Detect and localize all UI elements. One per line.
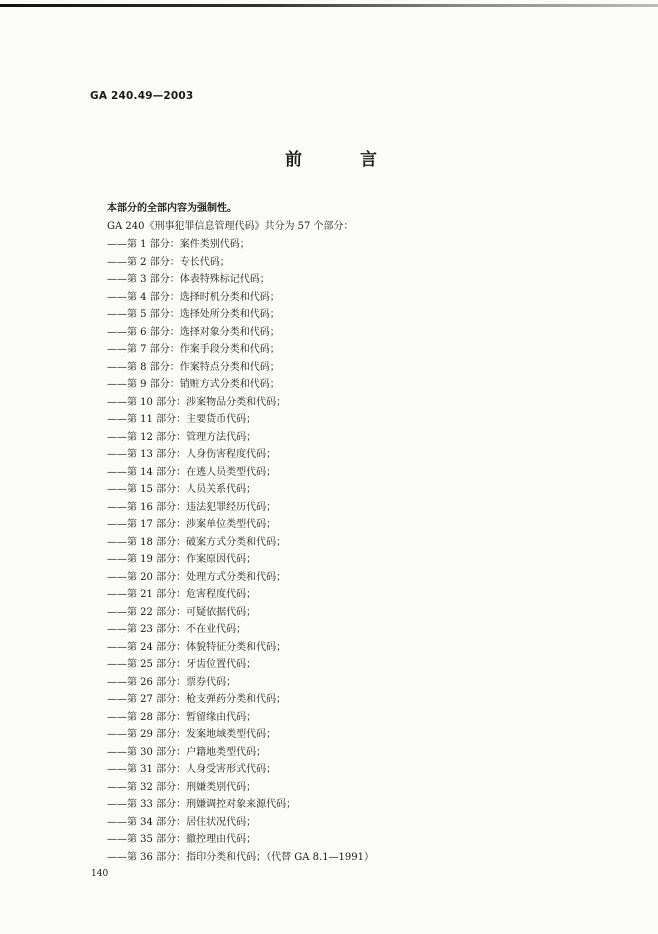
- part-list-item: ——第 9 部分：销赃方式分类和代码；: [107, 379, 280, 390]
- part-list-item: ——第 19 部分：作案原因代码；: [107, 554, 257, 565]
- part-list-item: ——第 23 部分：不在业代码；: [107, 624, 247, 635]
- part-list-item: ——第 3 部分：体表特殊标记代码；: [107, 274, 270, 285]
- part-list-item: ——第 34 部分：居住状况代码；: [107, 816, 257, 828]
- part-list-item: ——第 5 部分：选择处所分类和代码；: [107, 309, 280, 320]
- part-list-item: ——第 31 部分：人身受害形式代码；: [107, 764, 277, 775]
- part-list-item: ——第 4 部分：选择时机分类和代码；: [107, 291, 280, 303]
- page-title: 前 言: [285, 150, 403, 170]
- part-list-item: ——第 28 部分：暂留缘由代码；: [107, 711, 257, 723]
- body-text: [107, 199, 577, 866]
- part-list-item: ——第 1 部分：案件类别代码；: [107, 239, 250, 250]
- part-list-item: ——第 20 部分：处理方式分类和代码；: [107, 571, 287, 583]
- part-list-item: ——第 10 部分：涉案物品分类和代码；: [107, 396, 287, 408]
- part-list-item: ——第 18 部分：破案方式分类和代码；: [107, 536, 287, 548]
- mandatory-statement: 本部分的全部内容为强制性。: [107, 203, 237, 214]
- part-list-item: ——第 6 部分：选择对象分类和代码；: [107, 326, 280, 338]
- part-list-item: ——第 32 部分：刑嫌类别代码；: [107, 781, 257, 793]
- part-list-item: ——第 16 部分：违法犯罪经历代码；: [107, 501, 277, 513]
- part-list-item: ——第 22 部分：可疑依据代码；: [107, 606, 257, 618]
- part-list-item: ——第 15 部分：人员关系代码；: [107, 484, 257, 495]
- part-list-item: ——第 14 部分：在逃人员类型代码；: [107, 466, 277, 478]
- part-list-item: ——第 35 部分：撤控理由代码；: [107, 834, 257, 845]
- part-list-item: ——第 7 部分：作案手段分类和代码；: [107, 344, 280, 355]
- page-number: 140: [91, 869, 109, 879]
- part-list-item: ——第 36 部分：指印分类和代码；（代替 GA 8.1—1991）: [107, 851, 375, 863]
- part-list-item: ——第 2 部分：专长代码；: [107, 256, 230, 268]
- part-list-item: ——第 29 部分：发案地域类型代码；: [107, 729, 277, 740]
- part-list-item: ——第 8 部分：作案特点分类和代码；: [107, 361, 280, 373]
- part-list-item: ——第 27 部分：枪支弹药分类和代码；: [107, 694, 287, 705]
- part-list-item: ——第 13 部分：人身伤害程度代码；: [107, 449, 277, 460]
- part-list-item: ——第 12 部分：管理方法代码；: [107, 431, 257, 443]
- part-list-item: ——第 11 部分：主要货币代码；: [107, 414, 257, 425]
- part-list-item: ——第 33 部分：刑嫌调控对象来源代码；: [107, 799, 297, 810]
- intro-paragraph: GA 240《刑事犯罪信息管理代码》共分为 57 个部分：: [107, 221, 354, 232]
- part-list-item: ——第 17 部分：涉案单位类型代码；: [107, 519, 277, 530]
- part-list-item: ——第 21 部分：危害程度代码；: [107, 589, 257, 600]
- part-list-item: ——第 30 部分：户籍地类型代码；: [107, 746, 267, 758]
- part-list-item: ——第 24 部分：体貌特征分类和代码；: [107, 641, 287, 653]
- parts-list: [107, 236, 577, 866]
- header-rule: [0, 4, 658, 7]
- part-list-item: ——第 25 部分：牙齿位置代码；: [107, 659, 257, 670]
- part-list-item: ——第 26 部分：票券代码；: [107, 676, 237, 688]
- standard-number: GA 240.49—2003: [90, 90, 194, 102]
